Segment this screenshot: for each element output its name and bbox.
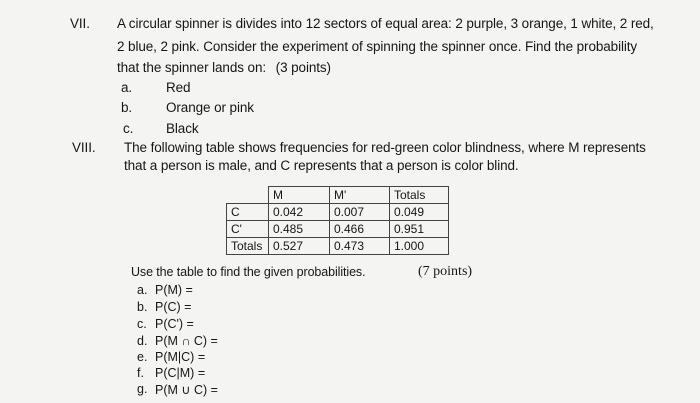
question-7-item-a-text: Red [166, 80, 191, 95]
question-8-line-1: The following table shows frequencies for red-green color blindness, where M represents [124, 140, 646, 155]
table-cell: 0.007 [330, 204, 390, 221]
question-8-item-e-text: P(M|C) = [155, 350, 206, 364]
question-7-item-c-text: Black [166, 121, 199, 136]
question-8-item-g-text: P(M ∪ C) = [155, 383, 218, 397]
question-8-item-g-letter: g. [137, 382, 148, 396]
question-7-line-3 [117, 60, 331, 75]
table-cell: 0.049 [390, 204, 449, 221]
table-header-cell: M [269, 187, 330, 204]
question-7-line-2: 2 blue, 2 pink. Consider the experiment of spinning the spinner once. Find the probability [117, 39, 638, 54]
question-8-number: VIII. [72, 140, 96, 155]
table-cell: 0.466 [330, 221, 390, 238]
table-row-label: C' [227, 221, 269, 238]
table-header-row [227, 187, 449, 204]
table-cell: 0.042 [269, 204, 330, 221]
table-cell: 0.951 [390, 221, 449, 238]
question-8-item-a-text: P(M) = [155, 283, 193, 297]
question-8-item-b-letter: b. [137, 300, 148, 314]
question-8-item-c-text: P(C') = [155, 317, 194, 331]
question-7-item-b-letter: b. [121, 100, 133, 115]
table-cell: 0.527 [269, 238, 330, 255]
table-row [227, 221, 449, 238]
table-row [227, 204, 449, 221]
question-8-item-e-letter: e. [137, 350, 148, 364]
table-row [227, 238, 449, 255]
question-8-item-f-text: P(C|M) = [155, 366, 206, 380]
question-8-item-d-text: P(M ∩ C) = [155, 334, 218, 348]
table-row-label: Totals [227, 238, 269, 255]
table-header-cell: Totals [390, 187, 449, 204]
table-cell: 0.485 [269, 221, 330, 238]
frequency-table [226, 186, 449, 255]
table-cell: 0.473 [330, 238, 390, 255]
table-header-cell: M' [330, 187, 390, 204]
question-8-points: (7 points) [418, 264, 473, 279]
question-8-item-c-letter: c. [137, 317, 147, 331]
question-7-item-b-text: Orange or pink [166, 100, 254, 115]
table-row-label: C [227, 204, 269, 221]
question-8-line-2: that a person is male, and C represents that a person is color blind. [124, 158, 519, 173]
question-7-prompt: that the spinner lands on: [117, 60, 267, 75]
question-7-item-c-letter: c. [123, 121, 134, 136]
question-8-item-b-text: P(C) = [155, 300, 192, 314]
question-8-item-f-letter: f. [137, 366, 144, 380]
table-header-cell [227, 187, 269, 204]
question-7-number: VII. [70, 16, 90, 31]
question-8-item-d-letter: d. [137, 334, 148, 348]
table-cell: 1.000 [390, 238, 449, 255]
question-7-line-1: A circular spinner is divides into 12 sectors of equal area: 2 purple, 3 orange, 1 white, 2 red, [117, 16, 654, 31]
question-7-item-a-letter: a. [121, 80, 133, 95]
question-8-instruction: Use the table to find the given probabilities. [131, 265, 366, 279]
question-8-item-a-letter: a. [137, 283, 148, 297]
question-7-points: (3 points) [275, 60, 331, 75]
